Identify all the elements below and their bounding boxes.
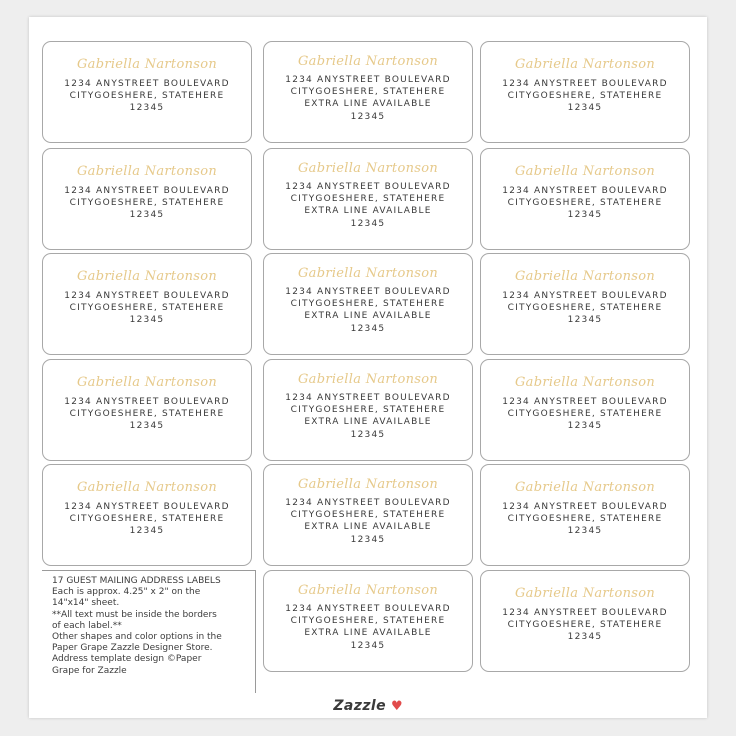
address-label[interactable] xyxy=(480,148,690,250)
address-label[interactable] xyxy=(480,570,690,672)
label-name: Gabriella Nartonson xyxy=(514,269,656,284)
address-line: CITYGOESHERE, STATEHERE xyxy=(69,91,225,102)
label-name: Gabriella Nartonson xyxy=(297,54,439,69)
info-box xyxy=(42,570,256,693)
address-line: CITYGOESHERE, STATEHERE xyxy=(507,409,663,420)
address-line: 1234 ANYSTREET BOULEVARD xyxy=(502,397,668,407)
address-line: 1234 ANYSTREET BOULEVARD xyxy=(502,79,668,89)
address-line: CITYGOESHERE, STATEHERE xyxy=(290,510,446,521)
address-line: 12345 xyxy=(567,526,603,537)
brand-footer xyxy=(29,695,707,714)
label-name: Gabriella Nartonson xyxy=(514,586,656,601)
info-line: Paper Grape Zazzle Designer Store. xyxy=(52,643,213,654)
info-line: **All text must be inside the borders xyxy=(52,609,217,620)
address-line: 12345 xyxy=(350,218,386,229)
label-name: Gabriella Nartonson xyxy=(76,164,218,179)
address-line: 1234 ANYSTREET BOULEVARD xyxy=(502,186,668,196)
address-line: 12345 xyxy=(567,103,603,114)
address-line: CITYGOESHERE, STATEHERE xyxy=(290,194,446,205)
address-line: 12345 xyxy=(129,210,165,221)
address-line: CITYGOESHERE, STATEHERE xyxy=(290,87,446,98)
label-name: Gabriella Nartonson xyxy=(297,161,439,176)
address-label[interactable] xyxy=(42,359,252,461)
address-line: 1234 ANYSTREET BOULEVARD xyxy=(64,397,230,407)
info-line: Other shapes and color options in the xyxy=(52,632,222,643)
address-line: CITYGOESHERE, STATEHERE xyxy=(290,616,446,627)
address-line: CITYGOESHERE, STATEHERE xyxy=(507,514,663,525)
address-line: 12345 xyxy=(350,429,386,440)
info-line: Address template design ©Paper xyxy=(52,654,202,665)
address-label[interactable] xyxy=(480,253,690,355)
info-line: 14"x14" sheet. xyxy=(52,598,120,609)
heart-icon: ♥ xyxy=(390,699,403,714)
address-line: EXTRA LINE AVAILABLE xyxy=(304,628,432,639)
address-label[interactable] xyxy=(42,253,252,355)
label-name: Gabriella Nartonson xyxy=(76,375,218,390)
address-line: 12345 xyxy=(350,640,386,651)
address-line: 12345 xyxy=(129,103,165,114)
address-line: EXTRA LINE AVAILABLE xyxy=(304,417,432,428)
label-name: Gabriella Nartonson xyxy=(514,375,656,390)
address-label[interactable] xyxy=(263,359,473,461)
address-line: 1234 ANYSTREET BOULEVARD xyxy=(502,502,668,512)
info-line: Each is approx. 4.25" x 2" on the xyxy=(52,587,201,598)
address-line: CITYGOESHERE, STATEHERE xyxy=(507,91,663,102)
address-line: EXTRA LINE AVAILABLE xyxy=(304,311,432,322)
label-name: Gabriella Nartonson xyxy=(297,477,439,492)
address-line: 12345 xyxy=(350,534,386,545)
address-line: 12345 xyxy=(567,315,603,326)
address-label[interactable] xyxy=(480,464,690,566)
address-label[interactable] xyxy=(263,41,473,143)
label-name: Gabriella Nartonson xyxy=(76,480,218,495)
address-label[interactable] xyxy=(480,359,690,461)
address-line: 12345 xyxy=(129,421,165,432)
address-line: CITYGOESHERE, STATEHERE xyxy=(507,198,663,209)
address-line: 12345 xyxy=(567,421,603,432)
info-line: 17 GUEST MAILING ADDRESS LABELS xyxy=(52,576,221,586)
address-label[interactable] xyxy=(42,148,252,250)
info-line: of each label.** xyxy=(52,620,122,631)
address-line: CITYGOESHERE, STATEHERE xyxy=(507,620,663,631)
address-label[interactable] xyxy=(480,41,690,143)
address-line: 12345 xyxy=(567,632,603,643)
address-line: 1234 ANYSTREET BOULEVARD xyxy=(285,75,451,85)
address-line: 1234 ANYSTREET BOULEVARD xyxy=(285,182,451,192)
address-line: 1234 ANYSTREET BOULEVARD xyxy=(502,291,668,301)
label-name: Gabriella Nartonson xyxy=(76,269,218,284)
address-line: 1234 ANYSTREET BOULEVARD xyxy=(64,186,230,196)
address-line: 1234 ANYSTREET BOULEVARD xyxy=(64,291,230,301)
address-line: 1234 ANYSTREET BOULEVARD xyxy=(502,608,668,618)
zazzle-logo[interactable]: Zazzle xyxy=(333,698,386,714)
address-line: EXTRA LINE AVAILABLE xyxy=(304,522,432,533)
address-line: 12345 xyxy=(350,323,386,334)
label-name: Gabriella Nartonson xyxy=(297,583,439,598)
address-line: EXTRA LINE AVAILABLE xyxy=(304,99,432,110)
address-line: 1234 ANYSTREET BOULEVARD xyxy=(285,604,451,614)
label-sheet xyxy=(29,17,707,718)
address-line: CITYGOESHERE, STATEHERE xyxy=(69,198,225,209)
address-label[interactable] xyxy=(263,570,473,672)
address-line: 1234 ANYSTREET BOULEVARD xyxy=(285,393,451,403)
label-name: Gabriella Nartonson xyxy=(514,164,656,179)
label-name: Gabriella Nartonson xyxy=(514,480,656,495)
address-line: CITYGOESHERE, STATEHERE xyxy=(69,514,225,525)
address-label[interactable] xyxy=(42,464,252,566)
address-line: 1234 ANYSTREET BOULEVARD xyxy=(285,287,451,297)
label-name: Gabriella Nartonson xyxy=(514,57,656,72)
label-name: Gabriella Nartonson xyxy=(297,372,439,387)
address-line: CITYGOESHERE, STATEHERE xyxy=(507,303,663,314)
address-line: 12345 xyxy=(567,210,603,221)
address-line: 1234 ANYSTREET BOULEVARD xyxy=(64,502,230,512)
label-name: Gabriella Nartonson xyxy=(297,266,439,281)
address-line: 1234 ANYSTREET BOULEVARD xyxy=(64,79,230,89)
address-line: CITYGOESHERE, STATEHERE xyxy=(69,303,225,314)
address-line: EXTRA LINE AVAILABLE xyxy=(304,206,432,217)
address-line: 1234 ANYSTREET BOULEVARD xyxy=(285,498,451,508)
label-name: Gabriella Nartonson xyxy=(76,57,218,72)
address-line: CITYGOESHERE, STATEHERE xyxy=(290,405,446,416)
address-line: CITYGOESHERE, STATEHERE xyxy=(69,409,225,420)
address-label[interactable] xyxy=(263,253,473,355)
address-line: 12345 xyxy=(350,111,386,122)
address-line: 12345 xyxy=(129,315,165,326)
address-label[interactable] xyxy=(263,148,473,250)
address-label[interactable] xyxy=(263,464,473,566)
address-line: CITYGOESHERE, STATEHERE xyxy=(290,299,446,310)
info-line: Grape for Zazzle xyxy=(52,665,127,676)
address-label[interactable] xyxy=(42,41,252,143)
address-line: 12345 xyxy=(129,526,165,537)
